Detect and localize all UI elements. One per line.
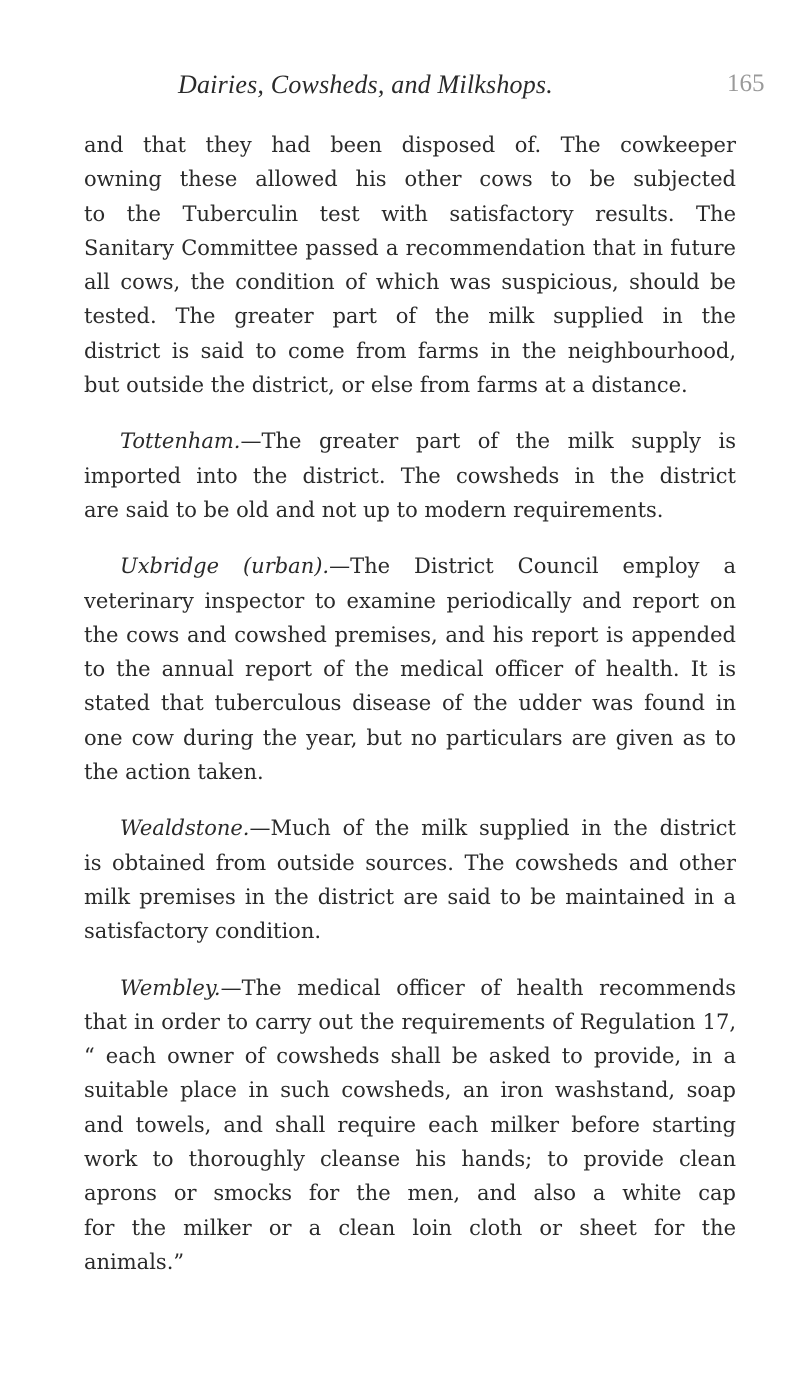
text-line: tested. The greater part of the milk supplied in the xyxy=(84,304,736,329)
text-line: veterinary inspector to examine periodically and report on xyxy=(84,588,736,613)
place-name: Wembley. xyxy=(120,975,221,1000)
body-text xyxy=(84,128,736,1279)
first-line-rest: —Much of the milk supplied in the district xyxy=(249,816,736,841)
text-line: one cow during the year, but no particulars are given as to xyxy=(84,725,736,750)
text-line: the cows and cowshed premises, and his report is appended xyxy=(84,622,736,647)
running-title: Dairies, Cowsheds, and Milkshops. xyxy=(178,70,553,99)
first-line-rest: —The medical officer of health recommends xyxy=(220,975,736,1000)
text-line: milk premises in the district are said to be maintained in a xyxy=(84,884,736,909)
paragraph-wembley xyxy=(84,971,736,1280)
paragraph-uxbridge xyxy=(84,549,736,789)
place-name: Uxbridge (urban). xyxy=(120,554,330,579)
text-line: to the Tuberculin test with satisfactory results. The xyxy=(84,201,736,226)
text-line: aprons or smocks for the men, and also a white cap xyxy=(84,1181,736,1206)
text-line: to the annual report of the medical officer of health. It is xyxy=(84,657,736,682)
text-line: are said to be old and not up to modern requirements. xyxy=(84,497,664,522)
text-line: and that they had been disposed of. The cowkeeper xyxy=(84,133,736,157)
text-line: “ each owner of cowsheds shall be asked to provide, in a xyxy=(84,1044,736,1069)
first-line-rest: —The greater part of the milk supply is xyxy=(240,429,736,454)
text-line: owning these allowed his other cows to be subjected xyxy=(84,167,736,192)
text-line xyxy=(84,971,736,1005)
text-line: and towels, and shall require each milker before starting xyxy=(84,1112,736,1137)
paragraph-tottenham xyxy=(84,424,736,527)
paragraph xyxy=(84,128,736,402)
first-line-rest: —The District Council employ a xyxy=(329,554,736,579)
text-line: work to thoroughly cleanse his hands; to provide clean xyxy=(84,1147,736,1172)
text-line: the action taken. xyxy=(84,760,264,785)
text-line: imported into the district. The cowsheds in the district xyxy=(84,463,736,488)
text-line: all cows, the condition of which was suspicious, should be xyxy=(84,270,736,295)
paragraph-wealdstone xyxy=(84,811,736,948)
page-number: 165 xyxy=(727,70,765,97)
page-header xyxy=(0,70,801,110)
text-line: suitable place in such cowsheds, an iron washstand, soap xyxy=(84,1078,736,1103)
place-name: Wealdstone. xyxy=(120,816,250,841)
text-line: stated that tuberculous disease of the udder was found in xyxy=(84,691,736,716)
text-line: for the milker or a clean loin cloth or sheet for the xyxy=(84,1215,736,1240)
text-line xyxy=(84,549,736,583)
place-name: Tottenham. xyxy=(120,429,241,454)
text-line: that in order to carry out the requirements of Regulation 17, xyxy=(84,1009,736,1034)
text-line: is obtained from outside sources. The cowsheds and other xyxy=(84,850,736,875)
text-line: but outside the district, or else from farms at a distance. xyxy=(84,373,688,398)
text-line: satisfactory condition. xyxy=(84,919,322,944)
text-line xyxy=(84,811,736,845)
text-line: district is said to come from farms in the neighbourhood, xyxy=(84,338,736,363)
text-line: Sanitary Committee passed a recommendation that in future xyxy=(84,235,736,260)
text-line xyxy=(84,424,736,458)
text-line: animals.” xyxy=(84,1249,185,1274)
